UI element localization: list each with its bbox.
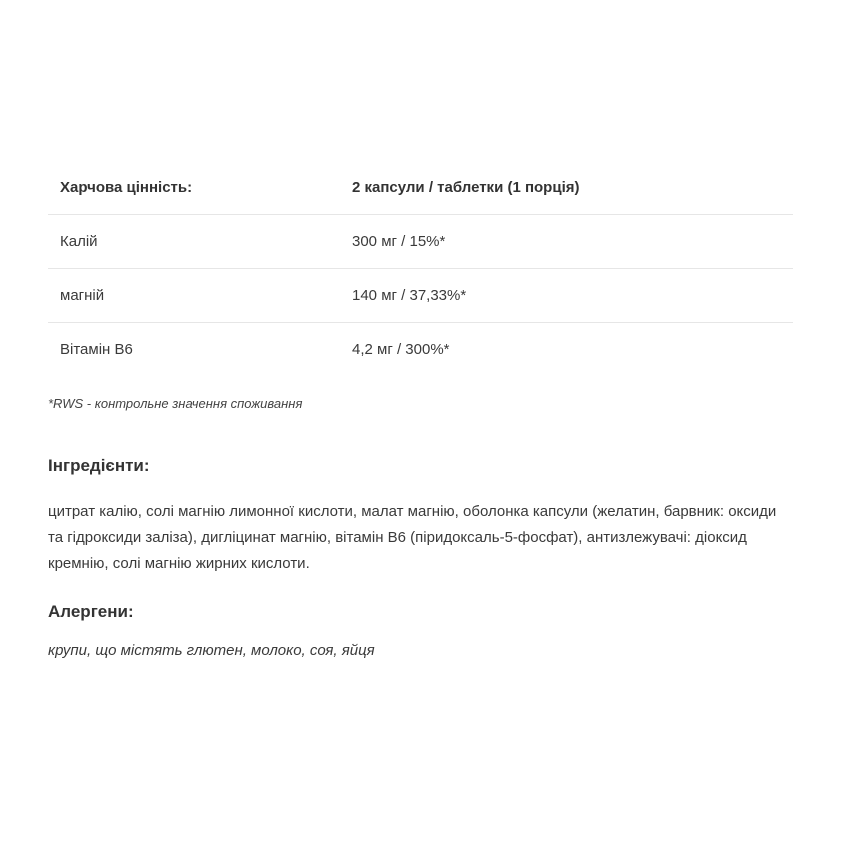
product-info [48, 160, 818, 659]
table-row [48, 323, 793, 377]
nutrient-value: 140 мг / 37,33%* [352, 269, 793, 323]
nutrient-name: магній [48, 269, 352, 323]
allergens-text: крупи, що містять глютен, молоко, соя, яйця [48, 642, 375, 659]
ingredients-text: цитрат калію, солі магнію лимонної кислоти, малат магнію, оболонка капсули (желатин, барвник: оксиди та гідроксиди заліза), дигліцинат магнію, вітамін В6 (піридоксаль-5-фосфат), антизлежувачі: діоксид кремнію, солі магнію жирних кислоти. [48, 503, 777, 572]
nutrition-table [48, 160, 793, 376]
table-row [48, 269, 793, 323]
nutrition-header-name: Харчова цінність: [48, 160, 352, 215]
nutrient-value: 4,2 мг / 300%* [352, 341, 450, 358]
nutrient-value: 300 мг / 15%* [352, 215, 793, 269]
rws-footnote: *RWS - контрольне значення споживання [48, 396, 303, 411]
nutrient-name: Калій [48, 215, 352, 269]
ingredients-heading: Інгредієнти: [48, 456, 150, 475]
table-header-row [48, 160, 793, 215]
nutrition-header-value: 2 капсули / таблетки (1 порція) [352, 160, 793, 215]
table-row [48, 215, 793, 269]
allergens-heading: Алергени: [48, 602, 134, 621]
nutrient-name: Вітамін В6 [60, 341, 133, 358]
